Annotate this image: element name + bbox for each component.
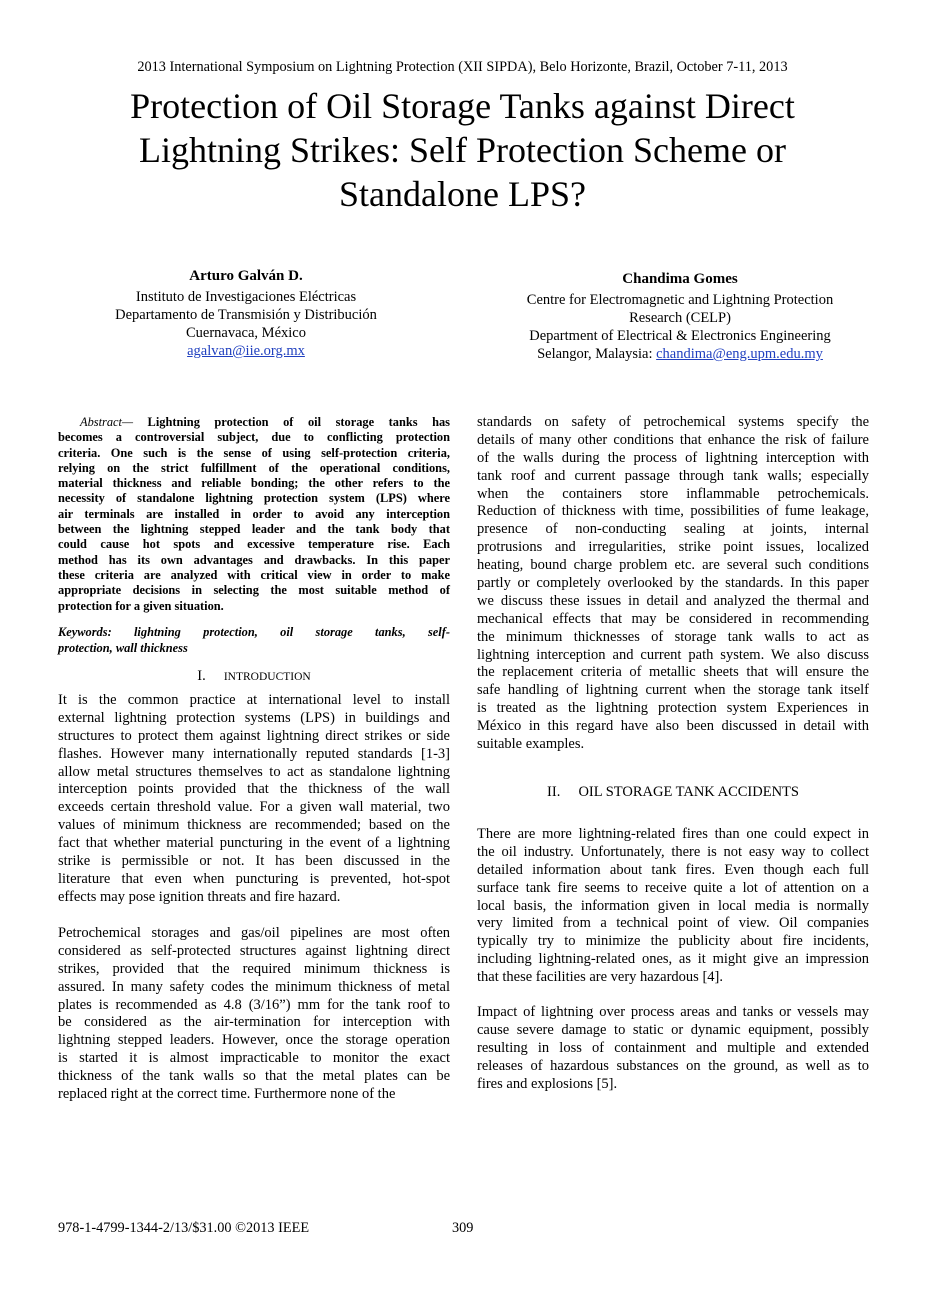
text-line: that these facilities are very hazardous [4]. (477, 969, 723, 986)
abstract (58, 415, 450, 614)
abstract-line: air terminals are installed in order to avoid any interception (58, 506, 450, 521)
author-affiliation: Department of Electrical & Electronics Engineering (529, 328, 831, 344)
text-line: thickness of the tank walls so that the metal plates can be (58, 1068, 450, 1085)
paragraph (477, 1004, 869, 1093)
text-line: of the walls during the process of lightning interception with (477, 449, 869, 466)
text-line: There are more lightning-related fires than one could expect in (477, 826, 869, 842)
text-line: including lightning-related ones, as it might give an impression (477, 951, 869, 968)
text-line: Petrochemical storages and gas/oil pipelines are most often (58, 925, 450, 941)
text-line: structures to protect them against lightning direct strikes or side (58, 727, 450, 744)
text-line: be considered as the air-termination for interception with (58, 1014, 450, 1031)
abstract-line: method has its own advantages and drawbacks. In this paper (58, 552, 450, 567)
title-line: Standalone LPS? (339, 174, 586, 214)
section-number: II. (547, 784, 561, 800)
text-line: the oil industry. Unfortunately, there is not easy way to collect (477, 843, 869, 860)
author-block-2 (484, 270, 876, 363)
keywords (58, 624, 450, 656)
author-affiliation: Cuernavaca, México (186, 325, 306, 341)
text-line: external lightning protection systems (LPS) in buildings and (58, 709, 450, 726)
conference-header: 2013 International Symposium on Lightning Protection (XII SIPDA), Belo Horizonte, Brazil, October 7-11, 2013 (137, 59, 788, 75)
abstract-line: relying on the strict fulfillment of the operational conditions, (58, 460, 450, 475)
paragraph (477, 414, 869, 754)
text-line: is treated as the lightning protection system Experiences in (477, 700, 869, 717)
abstract-line: these criteria are analyzed with critical view in order to make (58, 567, 450, 582)
text-line: strike is permissible or not. It has been discussed in the (58, 853, 450, 870)
abstract-line: protection for a given situation. (58, 598, 224, 613)
text-line: It is the common practice at international level to install (58, 692, 450, 708)
abstract-first-line: Lightning protection of oil storage tanks has (133, 415, 450, 429)
author-affiliation: Centre for Electromagnetic and Lightning Protection (526, 292, 834, 308)
paper-title (60, 84, 865, 216)
keywords-line: protection, wall thickness (58, 641, 188, 655)
text-line: Reduction of thickness with time, possibilities of fume leakage, (477, 503, 869, 520)
text-line: México in this regard have also been discussed in detail with (477, 718, 869, 735)
abstract-line: necessity of standalone lightning protection system (LPS) where (58, 491, 450, 506)
text-line: fires and explosions [5]. (477, 1075, 618, 1092)
text-line: resulting in loss of containment and multiple and extended (477, 1039, 869, 1056)
text-line: strikes, provided that the required minimum thickness is (58, 960, 450, 977)
abstract-line: becomes a controversial subject, due to conflicting protection (58, 430, 450, 445)
paragraph (58, 925, 450, 1104)
text-line: partly or completely overlooked by the standards. In this paper (477, 575, 869, 592)
text-line: typically try to minimize the publicity about fire incidents, (477, 933, 869, 950)
author-email-link[interactable]: chandima@eng.upm.edu.my (656, 346, 823, 362)
section-heading-introduction (58, 668, 450, 685)
text-line: lightning interception and current path system. We also discuss (477, 646, 869, 663)
author-block-1 (50, 267, 442, 360)
text-line: values of minimum thickness are recommended; based on the (58, 817, 450, 834)
section-heading-accidents (477, 784, 869, 801)
abstract-line: could cause hot spots and excessive temperature rise. Each (58, 537, 450, 552)
text-line: flashes. However many internationally reputed standards [1-3] (58, 745, 450, 762)
text-line: releases of hazardous substances on the ground, as well as to (477, 1057, 869, 1074)
author-name: Chandima Gomes (622, 271, 738, 287)
author-email-link[interactable]: agalvan@iie.org.mx (187, 343, 305, 359)
text-line: allow metal structures themselves to act as standalone lightning (58, 763, 450, 780)
author-affiliation: Departamento de Transmisión y Distribución (115, 307, 377, 323)
author-affiliation: Instituto de Investigaciones Eléctricas (135, 289, 357, 305)
text-line: considered as self-protected structures against lightning direct (58, 942, 450, 959)
text-line: literature that even when puncturing is prevented, hot-spot (58, 870, 450, 887)
text-line: the replacement criteria of metallic sheets that will ensure the (477, 664, 869, 681)
section-number: I. (197, 668, 206, 684)
text-line: suitable examples. (477, 736, 585, 753)
text-line: we discuss these issues in detail and analyzed the thermal and (477, 592, 869, 609)
text-line: local basis, the information given in local media is normally (477, 897, 869, 914)
copyright-footer: 978-1-4799-1344-2/13/$31.00 ©2013 IEEE (58, 1220, 310, 1236)
text-line: protrusions and irregularities, strike point issues, localized (477, 539, 869, 556)
abstract-body (58, 430, 450, 614)
text-line: presence of non-conducting sealing at joints, internal (477, 521, 869, 538)
abstract-line: appropriate decisions in selecting the most suitable method of (58, 583, 450, 598)
text-line: standards on safety of petrochemical systems specify the (477, 414, 869, 430)
title-line: Lightning Strikes: Self Protection Scheme or (139, 130, 786, 170)
text-line: details of many other conditions that enhance the risk of failure (477, 431, 869, 448)
section-title: OIL STORAGE TANK ACCIDENTS (578, 784, 799, 800)
author-location: Selangor, Malaysia: (537, 346, 657, 362)
text-line: when the containers store inflammable petrochemicals. (477, 485, 869, 502)
author-affiliation: Research (CELP) (629, 310, 731, 326)
section-title: INTRODUCTION (223, 671, 311, 683)
text-line: Impact of lightning over process areas and tanks or vessels may (477, 1004, 869, 1020)
title-line: Protection of Oil Storage Tanks against Direct (130, 86, 795, 126)
paragraph (58, 692, 450, 907)
text-line: mechanical effects that may be considered in recommending (477, 610, 869, 627)
text-line: safe handling of lightning current when the storage tank itself (477, 682, 869, 699)
abstract-line: between the lightning stepped leader and the tank body that (58, 522, 450, 537)
text-line: tank roof and current passage through tank walls; especially (477, 467, 869, 484)
text-line: lightning stepped leaders. However, once the storage operation (58, 1032, 450, 1049)
text-line: surface tank fire seems to receive quite a lot of attention on a (477, 879, 869, 896)
text-line: detailed information about tank fires. Even though each full (477, 861, 869, 878)
text-line: plates is recommended as 4.8 (3/16”) mm for the tank roof to (58, 996, 450, 1013)
text-line: exceeds certain threshold value. For a given wall material, two (58, 799, 450, 816)
abstract-label: Abstract— (80, 415, 134, 429)
paragraph (477, 826, 869, 987)
text-line: effects may pose ignition threats and fire hazard. (58, 888, 341, 905)
text-line: the minimum thicknesses of storage tank walls to act as (477, 628, 869, 645)
page-number: 309 (452, 1220, 474, 1236)
abstract-line: criteria. One such is the sense of using self-protection criteria, (58, 445, 450, 460)
text-line: replaced right at the correct time. Furthermore none of the (58, 1086, 396, 1103)
text-line: is started it is almost impracticable to monitor the exact (58, 1050, 450, 1067)
keywords-line: Keywords: lightning protection, oil storage tanks, self- (58, 625, 450, 639)
author-name: Arturo Galván D. (189, 268, 303, 284)
text-line: assured. In many safety codes the minimum thickness of metal (58, 978, 450, 995)
text-line: cause severe damage to static or dynamic equipment, possibly (477, 1021, 869, 1038)
text-line: very limited from a technical point of view. Oil companies (477, 915, 869, 932)
text-line: interception points provided that the thickness of the wall (58, 781, 450, 798)
text-line: fact that whether material puncturing in the event of a lightning (58, 835, 450, 852)
abstract-line: material thickness and reliable bonding; the other refers to the (58, 476, 450, 491)
text-line: heating, bound charge problem etc. are several such conditions (477, 557, 869, 574)
